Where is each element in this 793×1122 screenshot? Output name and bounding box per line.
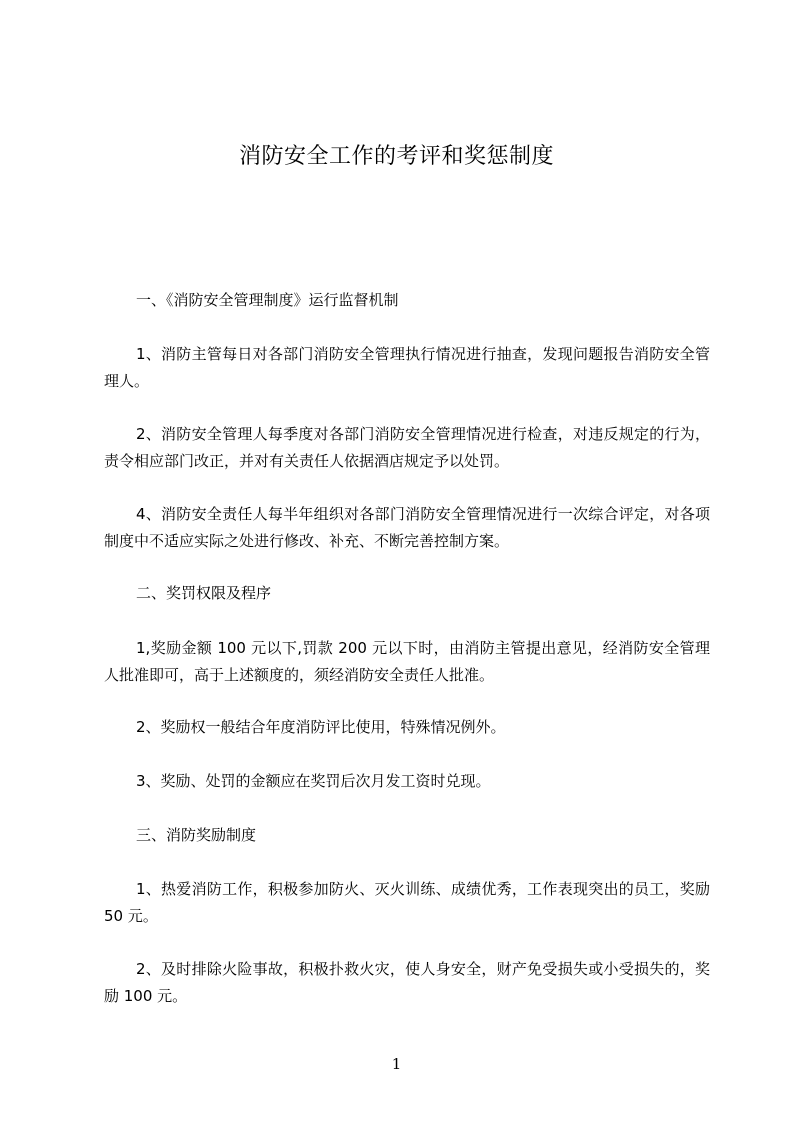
paragraph-reward-100: 2、及时排除火险事故，积极扑救火灾，使人身安全，财产免受损失或小受损失的，奖励 100 元。 [104, 960, 710, 1005]
paragraph-quarterly-inspection: 2、消防安全管理人每季度对各部门消防安全管理情况进行检查，对违反规定的行为，责令相应部门改正，并对有关责任人依据酒店规定予以处罚。 [104, 425, 710, 470]
paragraph-reward-50: 1、热爱消防工作，积极参加防火、灭火训练、成绩优秀，工作表现突出的员工，奖励 50 元。 [104, 880, 710, 925]
section-heading-rewards: 三、消防奖励制度 [136, 826, 257, 844]
section-heading-supervision: 一、《消防安全管理制度》运行监督机制 [136, 291, 399, 309]
paragraph-semiannual-evaluation: 4、消防安全责任人每半年组织对各部门消防安全管理情况进行一次综合评定，对各项制度中不适应实际之处进行修改、补充、不断完善控制方案。 [104, 505, 710, 550]
paragraph-reward-timing: 2、奖励权一般结合年度消防评比使用，特殊情况例外。 [136, 718, 506, 736]
document-title: 消防安全工作的考评和奖惩制度 [238, 144, 554, 169]
paragraph-daily-inspection: 1、消防主管每日对各部门消防安全管理执行情况进行抽查，发现问题报告消防安全管理人。 [104, 345, 710, 390]
paragraph-reward-limits: 1,奖励金额 100 元以下,罚款 200 元以下时，由消防主管提出意见，经消防安全管理人批准即可，高于上述额度的，须经消防安全责任人批准。 [104, 639, 710, 684]
section-heading-authority: 二、奖罚权限及程序 [136, 584, 272, 602]
page-number: 1 [391, 1055, 402, 1073]
paragraph-payment: 3、奖励、处罚的金额应在奖罚后次月发工资时兑现。 [136, 772, 491, 790]
